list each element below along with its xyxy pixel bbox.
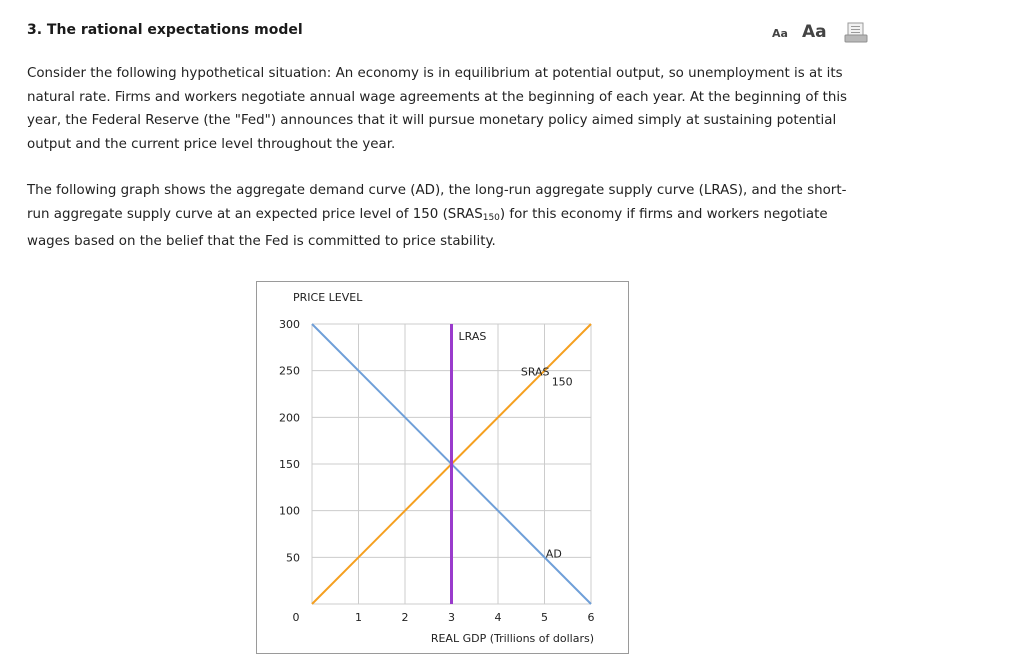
graph-description-paragraph — [27, 179, 867, 254]
sras150-label: SRAS — [520, 365, 550, 379]
x-tick-label: 1 — [355, 611, 362, 624]
y-axis-label: PRICE LEVEL — [293, 291, 363, 304]
y-tick-label: 100 — [279, 504, 300, 518]
graph-description-text-2: ) for this economy if firms and workers negotiate wages based on the belief that the Fed is committed to price stability. — [27, 206, 828, 249]
graph-panel — [256, 281, 629, 654]
y-tick-label: 300 — [279, 318, 300, 331]
chart — [257, 282, 628, 653]
y-tick-label: 150 — [279, 458, 300, 471]
print-icon[interactable] — [844, 22, 868, 48]
x-tick-label: 4 — [494, 611, 502, 624]
lras-label: LRAS — [458, 329, 487, 343]
x-tick-label: 3 — [448, 611, 455, 624]
x-tick-label: 0 — [292, 611, 300, 624]
font-size-large-button[interactable]: Aa — [802, 22, 827, 42]
x-tick-label: 5 — [541, 611, 548, 624]
question-title: 3. The rational expectations model — [27, 22, 303, 38]
x-tick-label: 6 — [587, 611, 595, 624]
graph-description-text-1: The following graph shows the aggregate demand curve (AD), the long-run aggregate supply curve (LRAS), and the short-run aggregate supply curve at an expected price level of 150 (SRAS — [27, 183, 847, 222]
intro-paragraph: Consider the following hypothetical situation: An economy is in equilibrium at potential output, so unemployment is at its natural rate. Firms and workers negotiate annual wage agreements at the beginning of each year. At the beginning of this year, the Federal Reserve (the "Fed") announces that it will pursue monetary policy aimed simply at sustaining potential output and the current price level throughout the year. — [27, 66, 848, 152]
y-tick-label: 50 — [286, 551, 300, 565]
sras150-label-subscript: 150 — [551, 375, 573, 389]
ad-label: AD — [545, 547, 562, 561]
font-size-small-button[interactable]: Aa — [772, 27, 788, 40]
y-tick-label: 250 — [279, 364, 300, 378]
x-axis-label: REAL GDP (Trillions of dollars) — [430, 632, 594, 645]
graph-description-subscript: 150 — [482, 212, 500, 223]
x-tick-label: 2 — [401, 611, 409, 624]
y-tick-label: 200 — [279, 411, 300, 425]
